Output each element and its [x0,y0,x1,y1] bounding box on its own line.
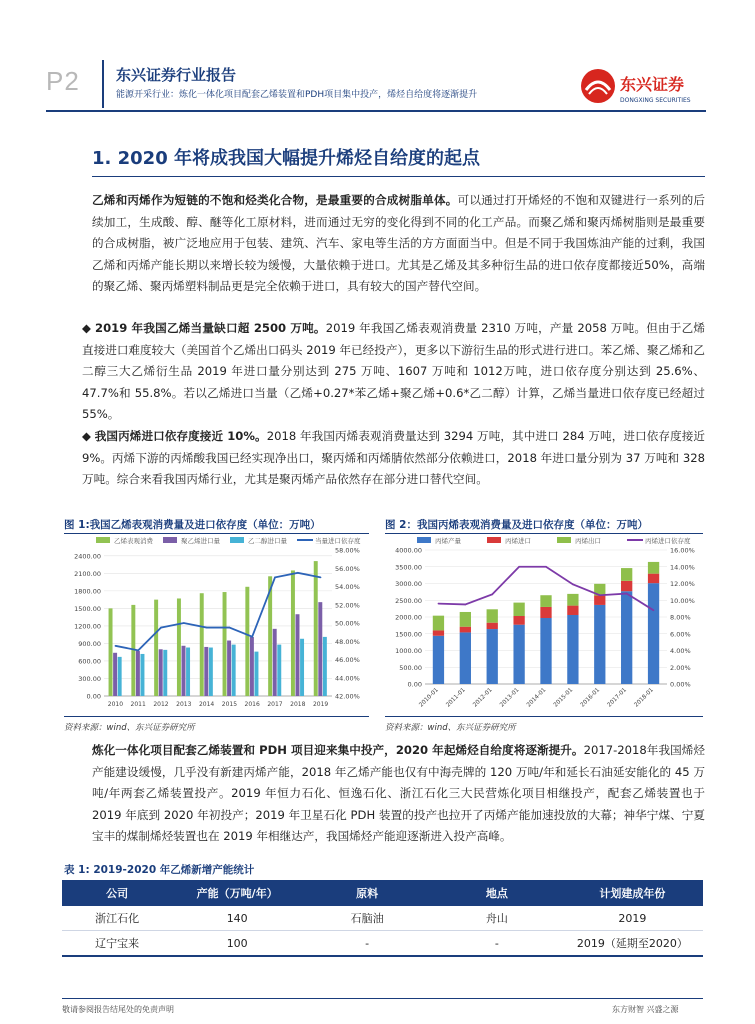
bar [318,602,322,696]
legend-label: 丙烯出口 [575,537,601,545]
line-point [206,627,208,629]
y2-tick-label: 12.00% [670,580,695,588]
series-line [115,573,320,651]
line-point [599,594,601,596]
bar [513,616,524,625]
y2-tick-label: 0.00% [670,680,691,689]
legend-swatch [163,537,177,543]
table-row [62,906,703,931]
section-rule [92,176,705,177]
logo-en: DONGXING SECURITIES [620,97,691,104]
table-cell: 100 [172,931,302,957]
legend-label: 丙烯产量 [435,537,461,545]
header-rule [46,110,706,112]
bullet-propylene [82,426,705,491]
header-divider [102,60,104,108]
bar [513,603,524,616]
bar [460,627,471,633]
bar [154,600,158,696]
table-cell: 舟山 [432,906,562,931]
line-point [653,610,655,612]
intro-text: 可以通过打开烯烃的不饱和双键进行一系列的后续加工，生成酸、醇、醚等化工原材料，进而通过无穷的变化得到不同的化工产品。而聚乙烯和聚丙烯树脂则是最重要的合成树脂，被广泛地应用于包装、建筑、汽车、家电等生活的方方面面当中。但是不同于我国炼油产能的过剩，我国乙烯和丙烯产能长期以来增长较为缓慢，大量依赖于进口。尤其是乙烯及其多种衍生品的进口依存度都接近50%，高端的聚乙烯、聚丙烯塑料制品更是完全依赖于进口，具有较大的国产替代空间。 [92,193,705,293]
y-tick-label: 1500.00 [395,630,422,639]
y2-tick-label: 46.00% [335,656,360,664]
bar [200,593,204,696]
fig2-source: 资料来源：wind、东兴证券研究所 [385,723,516,733]
line-point [115,645,117,647]
bullet-ethylene [82,318,705,426]
bullet-dot-icon: ◆ [82,321,96,335]
bar [323,637,327,696]
line-point [274,577,276,579]
bar [159,649,163,696]
y2-tick-label: 2.00% [670,663,691,672]
bar [182,646,186,696]
bar [540,607,551,618]
para2-text: 2017-2018年我国烯烃产能建设缓慢，几乎没有新建丙烯产能，2018 年乙烯产能也仅有中海壳牌的 120 万吨/年和延长石油延安能化的 45 万吨/年两套乙烯装置投产。2019 年恒力石化、恒逸石化、浙江石化三大民营炼化项目相继投产，配套乙烯装置也于 2019 年底到 2020 年初投产；2019 年卫星石化 PDH 装置的投产也拉开了丙烯产能加速投放的大幕；神华宁煤、宁夏宝丰的煤制烯烃装置也在 2019 年相继达产，我国烯烃产能迎逐渐进入投产高峰。 [92,743,705,843]
bar [567,615,578,684]
table1-caption: 表 1: 2019-2020 年乙烯新增产能统计 [64,864,255,876]
bar [232,645,236,696]
line-point [297,572,299,574]
bar [433,636,444,684]
table-cell: - [432,931,562,957]
fig1-bottom-rule [64,716,369,717]
bar [540,595,551,607]
x-tick-label: 2015-01 [552,687,575,709]
y2-tick-label: 54.00% [335,583,360,591]
bullet-dot-icon: ◆ [82,429,95,443]
x-tick-label: 2018 [290,701,306,708]
table-cell: 2019 [562,906,703,931]
y-tick-label: 4000.00 [395,546,422,555]
y2-tick-label: 8.00% [670,613,691,622]
line-point [465,604,467,606]
intro-paragraph [92,190,705,298]
y2-tick-label: 44.00% [335,674,360,683]
bullet2-bold: 我国丙烯进口依存度接近 10%。 [94,429,267,443]
bar [136,651,140,696]
capacity-table [62,880,703,957]
bullet2-text: 2018 年我国丙烯表观消费量达到 3294 万吨，其中进口 284 万吨，进口依存度接近 9%。丙烯下游的丙烯酸我国已经实现净出口，聚丙烯和丙烯腈依然部分依赖进口，2018 年进口量分别为 37 万吨和 328 万吨。综合来看我国丙烯行业，尤其是聚丙烯产品依然存在部分进口替代空间。 [82,429,705,486]
line-point [438,603,440,605]
chart-propylene [383,534,705,714]
line-point [251,636,253,638]
bar [648,562,659,574]
bar [621,581,632,591]
bar [487,623,498,629]
line-point [626,593,628,595]
bullet1-bold: 2019 年我国乙烯当量缺口超 2500 万吨。 [95,321,326,335]
bar [113,653,117,696]
bar [433,630,444,635]
y-tick-label: 2500.00 [395,596,422,605]
line-point [229,627,231,629]
footer-disclaimer: 敬请参阅报告结尾处的免责声明 [62,1005,174,1014]
table-header-row [62,880,703,906]
bar [296,614,300,696]
legend-label: 丙烯进口 [505,537,531,545]
intro-bold: 乙烯和丙烯作为短链的不饱和烃类化合物，是最重要的合成树脂单体。 [92,193,458,207]
bar [460,612,471,627]
table-row [62,931,703,957]
bar [487,609,498,622]
y-tick-label: 1500.00 [74,604,101,613]
legend-label: 当量进口依存度 [315,537,361,545]
fig2-caption: 图 2：我国丙烯表观消费量及进口依存度（单位：万吨） [385,519,648,531]
company-logo [578,66,708,108]
col-header: 计划建成年份 [562,880,703,906]
x-tick-label: 2013 [176,701,192,708]
y2-tick-label: 10.00% [670,596,695,605]
x-tick-label: 2010 [107,701,124,708]
bar [118,657,122,696]
footer-slogan: 东方财智 兴盛之源 [612,1005,679,1014]
x-tick-label: 2010-01 [418,687,440,709]
y2-tick-label: 56.00% [335,564,360,573]
col-header: 产能（万吨/年） [172,880,302,906]
y-tick-label: 600.00 [78,657,101,666]
y-tick-label: 2100.00 [74,569,101,578]
capacity-paragraph [92,740,705,848]
logo-mark-icon [581,69,615,103]
y2-tick-label: 58.00% [335,546,360,555]
bar [245,587,249,696]
legend-label: 聚乙烯进口量 [181,537,220,545]
x-tick-label: 2018-01 [633,687,655,709]
bar [300,639,304,696]
y-tick-label: 1000.00 [395,647,422,655]
line-point [545,566,547,568]
bar [291,570,295,696]
legend-swatch [487,537,501,543]
y-tick-label: 300.00 [78,674,101,683]
bullet1-text: 2019 年我国乙烯表观消费量 2310 万吨，产量 2058 万吨。但由于乙烯直接进口难度较大（美国首个乙烯出口码头 2019 年已经投产），更多以下游衍生品的形式进行进口。苯乙烯、聚乙烯和乙二醇三大乙烯衍生品 2019 年进口量分别达到 275 万吨、1607 万吨和 1012万吨，进口依存度分别达到 25.6%、47.7%和 55.8%。若以乙烯进口当量（乙烯+0.27*苯乙烯+聚乙烯+0.6*乙二醇）计算，乙烯当量进口依存度已经超过 55%。 [82,321,705,421]
bar [621,591,632,684]
bar [594,605,605,684]
x-tick-label: 2014 [198,701,215,708]
x-tick-label: 2016-01 [579,687,602,709]
bar [163,650,167,696]
bar [209,648,213,696]
bar [594,596,605,605]
x-tick-label: 2019 [312,701,329,708]
x-tick-label: 2016 [244,701,260,708]
x-tick-label: 2015 [221,701,238,708]
y-tick-label: 1800.00 [74,587,101,596]
table-cell: 浙江石化 [62,906,172,931]
line-point [320,577,322,579]
x-tick-label: 2011 [130,701,146,708]
y-tick-label: 1200.00 [74,622,101,631]
bar [223,592,227,696]
bar [109,608,113,696]
logo-text: 东兴证券 [620,75,685,94]
table-cell: 辽宁宝来 [62,931,172,957]
bar [433,616,444,631]
y2-tick-label: 14.00% [670,563,695,572]
x-tick-label: 2012 [153,701,169,708]
fig1-caption: 图 1:我国乙烯表观消费量及进口依存度（单位：万吨） [64,519,321,531]
legend-swatch [230,537,244,543]
table-cell: 石脑油 [302,906,432,931]
bar [648,583,659,684]
legend-label: 丙烯进口依存度 [645,537,691,545]
bar [621,568,632,581]
line-point [160,627,162,629]
fig2-bottom-rule [385,716,703,717]
report-title: 东兴证券行业报告 [116,66,237,84]
y-tick-label: 900.00 [78,639,101,648]
footer-rule [62,998,703,999]
line-point [518,566,520,568]
bar [487,629,498,684]
bar [567,594,578,606]
table-cell: - [302,931,432,957]
bar [177,598,181,696]
line-point [491,594,493,596]
y2-tick-label: 6.00% [670,630,691,639]
col-header: 地点 [432,880,562,906]
chart-ethylene [62,534,372,714]
y2-tick-label: 52.00% [335,601,360,610]
x-tick-label: 2013-01 [499,687,521,709]
legend-swatch [557,537,571,543]
x-tick-label: 2014-01 [526,687,548,709]
y2-tick-label: 48.00% [335,637,360,646]
fig1-source: 资料来源：wind、东兴证券研究所 [64,723,195,733]
bar [460,632,471,684]
bar [254,652,258,696]
y-tick-label: 2400.00 [74,552,101,561]
y2-tick-label: 4.00% [670,647,691,655]
legend-label: 乙二醇进口量 [248,537,287,545]
bar [513,625,524,684]
bar [314,561,318,696]
legend-label: 乙烯表观消费 [114,537,153,545]
bar [140,654,144,696]
section-title: 1. 2020 年将成我国大幅提升烯烃自给度的起点 [92,148,480,169]
line-point [572,584,574,586]
page-number: P2 [46,66,80,96]
report-subtitle: 能源开采行业：炼化一体化项目配套乙烯装置和PDH项目集中投产，烯烃自给度将逐渐提升 [116,90,478,100]
y-tick-label: 0.00 [407,680,422,689]
y-tick-label: 0.00 [86,692,101,701]
y2-tick-label: 50.00% [335,619,360,628]
bar [227,641,231,696]
bar [648,574,659,584]
y2-tick-label: 42.00% [335,692,360,701]
y-tick-label: 3500.00 [395,563,422,572]
x-tick-label: 2011-01 [445,687,467,709]
bar [540,618,551,684]
y-tick-label: 2000.00 [395,613,422,622]
table-cell: 2019（延期至2020） [562,931,703,957]
x-tick-label: 2017-01 [606,687,629,709]
bar [186,648,190,696]
bar [567,606,578,615]
legend-swatch [417,537,431,543]
line-point [183,622,185,624]
y2-tick-label: 16.00% [670,546,695,555]
legend-swatch [96,537,110,543]
y-tick-label: 500.00 [399,663,422,672]
x-tick-label: 2017 [267,701,283,708]
bar [273,629,277,696]
bar [250,637,254,696]
table-cell: 140 [172,906,302,931]
y-tick-label: 3000.00 [395,580,422,588]
col-header: 公司 [62,880,172,906]
bar [277,645,281,696]
bar [204,647,208,696]
col-header: 原料 [302,880,432,906]
para2-bold: 炼化一体化项目配套乙烯装置和 PDH 项目迎来集中投产，2020 年起烯烃自给度将逐渐提升。 [92,743,584,757]
x-tick-label: 2012-01 [472,687,494,709]
line-point [137,650,139,652]
